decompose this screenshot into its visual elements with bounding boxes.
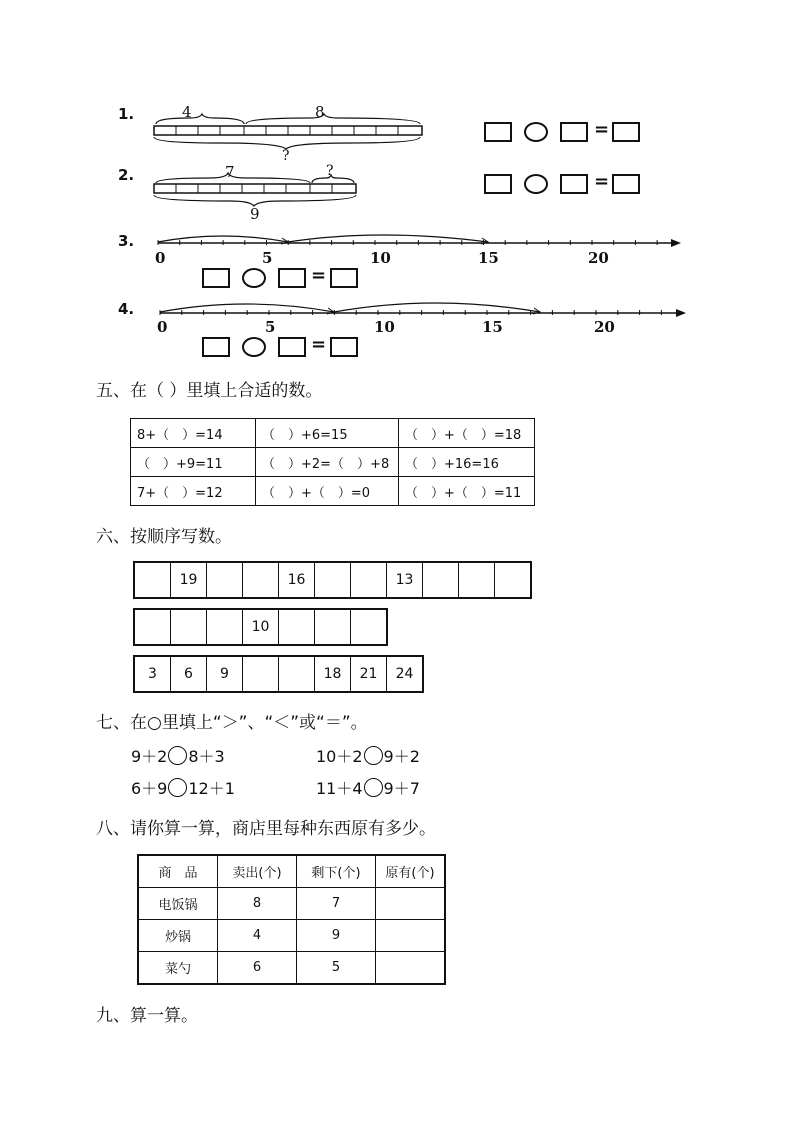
equation-cell[interactable]: （ ）+6=15	[256, 419, 399, 448]
answer-box[interactable]	[560, 122, 588, 142]
equation-cell[interactable]: （ ）+9=11	[131, 448, 256, 477]
comparison-item	[131, 776, 235, 799]
sold-count: 4	[218, 920, 297, 952]
product-name: 电饭锅	[138, 888, 218, 920]
comparison-left: 10＋2	[316, 747, 363, 766]
comparison-right: 9＋2	[383, 747, 420, 766]
table-row	[131, 419, 535, 448]
equation-cell[interactable]: （ ）+（ ）=11	[399, 477, 535, 506]
segment-bar-diagram	[150, 112, 430, 162]
sequence-cell[interactable]	[279, 657, 315, 691]
answer-box[interactable]	[612, 122, 640, 142]
question-number: 2.	[118, 166, 135, 184]
column-header: 商 品	[138, 855, 218, 888]
compare-circle[interactable]	[168, 746, 187, 765]
sequence-cell: 18	[315, 657, 351, 691]
original-count-cell[interactable]	[376, 952, 446, 985]
tick-label: 5	[262, 249, 273, 267]
tick-label: 20	[588, 249, 609, 267]
operator-circle[interactable]	[524, 122, 548, 142]
equals-sign: =	[311, 334, 327, 355]
remaining-count: 5	[297, 952, 376, 985]
compare-circle[interactable]	[364, 778, 383, 797]
sequence-cell[interactable]	[315, 563, 351, 597]
operator-circle[interactable]	[242, 268, 266, 288]
segment-total-label: ?	[282, 148, 290, 164]
section-8-title: 八、请你算一算，商店里每种东西原有多少。	[96, 819, 436, 839]
table-row	[138, 952, 445, 985]
comparison-right: 8＋3	[188, 747, 225, 766]
answer-box[interactable]	[202, 268, 230, 288]
section-9-title: 九、算一算。	[96, 1006, 198, 1026]
answer-box[interactable]	[278, 337, 306, 357]
sequence-cell[interactable]	[135, 610, 171, 644]
comparison-right: 9＋7	[383, 779, 420, 798]
sequence-cell: 3	[135, 657, 171, 691]
equation-cell[interactable]: 7+（ ）=12	[131, 477, 256, 506]
remaining-count: 7	[297, 888, 376, 920]
answer-box[interactable]	[330, 337, 358, 357]
table-row	[138, 888, 445, 920]
sequence-cell[interactable]	[315, 610, 351, 644]
column-header: 原有(个)	[376, 855, 446, 888]
equation-cell[interactable]: （ ）+（ ）=0	[256, 477, 399, 506]
sequence-cell[interactable]	[207, 563, 243, 597]
original-count-cell[interactable]	[376, 888, 446, 920]
answer-box[interactable]	[560, 174, 588, 194]
sequence-cell: 10	[243, 610, 279, 644]
sequence-cell: 24	[395, 666, 414, 682]
sequence-cell[interactable]	[171, 610, 207, 644]
section-7-title: 七、在○里填上“＞”、“＜”或“＝”。	[96, 713, 368, 733]
compare-circle[interactable]	[168, 778, 187, 797]
table-row	[131, 477, 535, 506]
comparison-item	[131, 744, 225, 767]
tick-label: 0	[155, 249, 166, 267]
table-header-row	[138, 855, 445, 888]
section-5-title: 五、在（ ）里填上合适的数。	[96, 381, 323, 401]
equals-sign: =	[311, 265, 327, 286]
segment-label-right: 8	[315, 103, 325, 121]
original-count-cell[interactable]	[376, 920, 446, 952]
answer-box[interactable]	[202, 337, 230, 357]
number-line	[150, 222, 685, 252]
segment-label-left: 7	[225, 163, 235, 181]
fill-blank-table	[130, 418, 535, 506]
sold-count: 6	[218, 952, 297, 985]
sold-count: 8	[218, 888, 297, 920]
tick-label: 5	[265, 318, 276, 336]
sequence-cell[interactable]	[135, 563, 171, 597]
comparison-left: 9＋2	[131, 747, 168, 766]
question-number: 3.	[118, 232, 135, 250]
answer-box[interactable]	[484, 174, 512, 194]
number-sequence-row	[133, 655, 424, 693]
product-name: 炒锅	[138, 920, 218, 952]
sequence-cell[interactable]	[459, 563, 495, 597]
equation-cell[interactable]: （ ）+16=16	[399, 448, 535, 477]
sequence-cell: 21	[351, 657, 387, 691]
question-number: 1.	[118, 105, 135, 123]
comparison-left: 6＋9	[131, 779, 168, 798]
number-sequence-row	[133, 561, 532, 599]
sequence-cell: 13	[387, 563, 423, 597]
remaining-count: 9	[297, 920, 376, 952]
question-number: 4.	[118, 300, 135, 318]
comparison-item	[316, 744, 420, 767]
column-header: 卖出(个)	[218, 855, 297, 888]
operator-circle[interactable]	[524, 174, 548, 194]
sequence-cell[interactable]	[207, 610, 243, 644]
equation-cell[interactable]: （ ）+2=（ ）+8	[256, 448, 399, 477]
sequence-cell[interactable]	[279, 610, 315, 644]
sequence-cell[interactable]	[495, 563, 530, 597]
tick-label: 15	[478, 249, 499, 267]
compare-circle[interactable]	[364, 746, 383, 765]
answer-box[interactable]	[278, 268, 306, 288]
equation-cell[interactable]: 8+（ ）=14	[131, 419, 256, 448]
section-6-title: 六、按顺序写数。	[96, 527, 232, 547]
segment-bar-diagram	[150, 172, 370, 212]
shop-table	[137, 854, 446, 985]
segment-label-right: ?	[326, 163, 334, 179]
equation-cell[interactable]: （ ）+（ ）=18	[399, 419, 535, 448]
number-sequence-row	[133, 608, 388, 646]
sequence-cell: 6	[171, 657, 207, 691]
tick-label: 20	[594, 318, 615, 336]
answer-box[interactable]	[612, 174, 640, 194]
sequence-cell: 16	[279, 563, 315, 597]
equals-sign: =	[594, 119, 610, 140]
table-row	[131, 448, 535, 477]
sequence-cell[interactable]	[351, 563, 387, 597]
segment-label-left: 4	[182, 103, 192, 121]
operator-circle[interactable]	[242, 337, 266, 357]
sequence-cell[interactable]	[243, 563, 279, 597]
comparison-item	[316, 776, 420, 799]
sequence-cell[interactable]	[351, 610, 386, 644]
sequence-cell: 9	[207, 657, 243, 691]
segment-total-label: 9	[250, 205, 260, 223]
sequence-cell: 19	[171, 563, 207, 597]
column-header: 剩下(个)	[297, 855, 376, 888]
answer-box[interactable]	[330, 268, 358, 288]
comparison-right: 12＋1	[188, 779, 235, 798]
product-name: 菜勺	[138, 952, 218, 985]
tick-label: 10	[370, 249, 391, 267]
comparison-left: 11＋4	[316, 779, 363, 798]
sequence-cell[interactable]	[243, 657, 279, 691]
equals-sign: =	[594, 171, 610, 192]
tick-label: 10	[374, 318, 395, 336]
answer-box[interactable]	[484, 122, 512, 142]
table-row	[138, 920, 445, 952]
sequence-cell[interactable]	[423, 563, 459, 597]
tick-label: 0	[157, 318, 168, 336]
tick-label: 15	[482, 318, 503, 336]
